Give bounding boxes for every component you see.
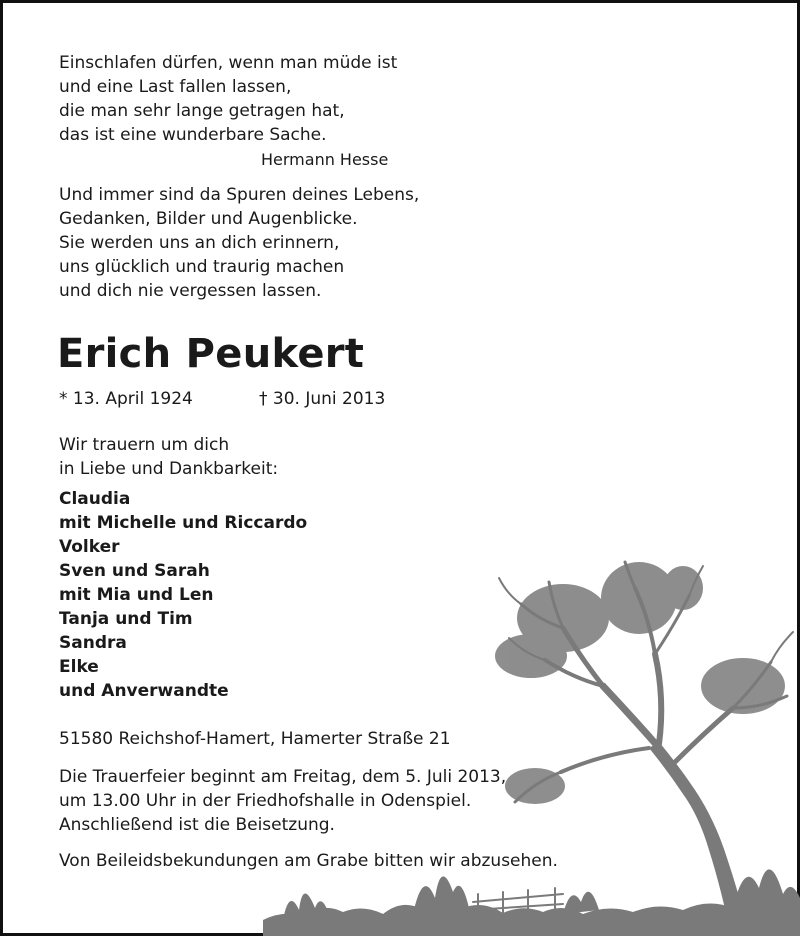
poem-line: und dich nie vergessen lassen. — [59, 281, 322, 301]
tree-silhouette-icon — [263, 558, 800, 936]
poem-line: Einschlafen dürfen, wenn man müde ist — [59, 53, 398, 73]
hesse-poem — [59, 51, 397, 147]
poem-author: Hermann Hesse — [261, 150, 389, 169]
mourning-statement — [59, 433, 278, 481]
poem-line: Gedanken, Bilder und Augenblicke. — [59, 209, 358, 229]
family-member: Sandra — [59, 633, 127, 653]
family-member: Volker — [59, 537, 120, 557]
deceased-name: Erich Peukert — [57, 331, 365, 377]
family-member: Elke — [59, 657, 99, 677]
death-date: † 30. Juni 2013 — [259, 389, 386, 409]
birth-date: * 13. April 1924 — [59, 389, 193, 409]
poem-line: Und immer sind da Spuren deines Lebens, — [59, 185, 420, 205]
family-member: und Anverwandte — [59, 681, 229, 701]
family-member: mit Mia und Len — [59, 585, 214, 605]
service-line: Die Trauerfeier beginnt am Freitag, dem 5. Juli 2013, — [59, 767, 507, 787]
mourning-line: Wir trauern um dich — [59, 435, 230, 455]
memory-poem — [59, 183, 419, 303]
poem-line: die man sehr lange getragen hat, — [59, 101, 345, 121]
poem-line: und eine Last fallen lassen, — [59, 77, 292, 97]
family-member: Sven und Sarah — [59, 561, 210, 581]
condolence-note: Von Beileidsbekundungen am Grabe bitten wir abzusehen. — [59, 851, 558, 871]
family-member: Claudia — [59, 489, 131, 509]
service-line: um 13.00 Uhr in der Friedhofshalle in Odenspiel. — [59, 791, 472, 811]
family-address: 51580 Reichshof-Hamert, Hamerter Straße 21 — [59, 729, 451, 749]
poem-line: Sie werden uns an dich erinnern, — [59, 233, 340, 253]
service-line: Anschließend ist die Beisetzung. — [59, 815, 335, 835]
mourning-line: in Liebe und Dankbarkeit: — [59, 459, 279, 479]
poem-line: uns glücklich und traurig machen — [59, 257, 345, 277]
family-member: Tanja und Tim — [59, 609, 193, 629]
poem-line: das ist eine wunderbare Sache. — [59, 125, 327, 145]
family-member: mit Michelle und Riccardo — [59, 513, 308, 533]
